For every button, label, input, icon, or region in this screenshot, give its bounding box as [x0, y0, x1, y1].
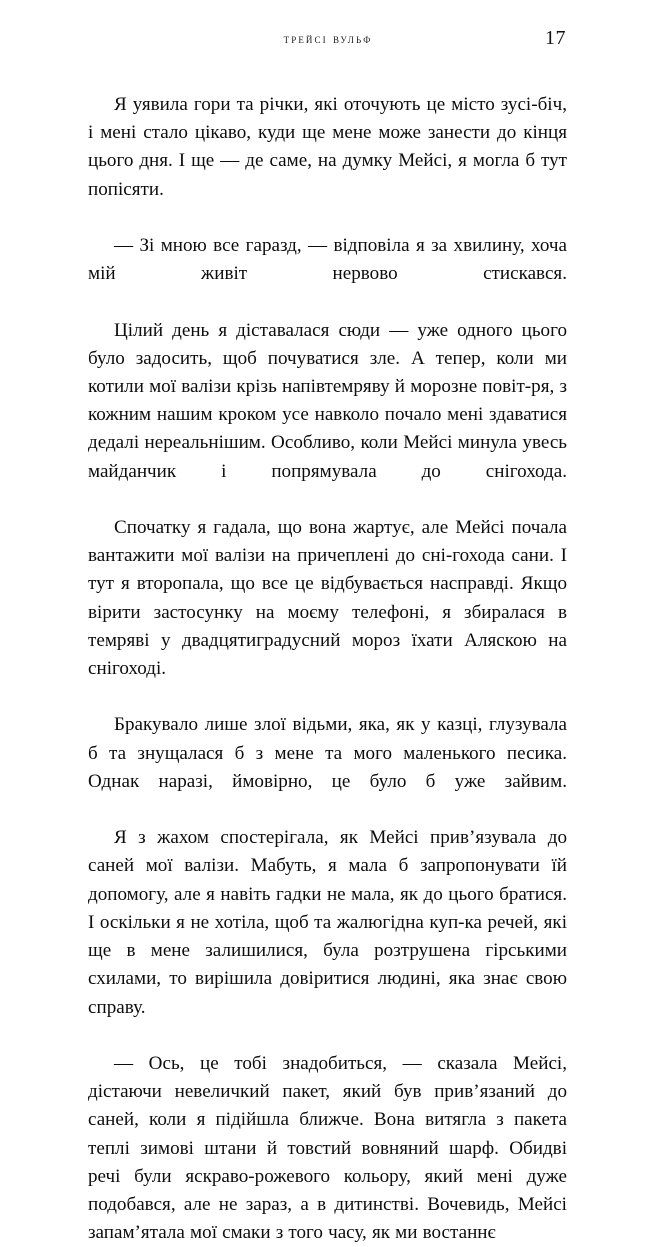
paragraph: Цілий день я діставалася сюди — уже одного цього було задосить, щоб почуватися зле. А тепер, коли ми котили мої валізи крізь напівтемряву й морозне повіт-ря, з кожним нашим кроком усе навколо почало мені здаватися дедалі нереальнішим. Особливо, коли Мейсі минула увесь майданчик і попрямувала до снігохода. [88, 319, 567, 482]
running-header [88, 27, 566, 52]
running-head-author: трейсі вульф [283, 32, 373, 46]
page-number: 17 [545, 27, 566, 49]
paragraph: — Ось, це тобі знадобиться, — сказала Мейсі, дістаючи невеличкий пакет, який був прив’язаний до саней, коли я підійшла ближче. Вона витягла з пакета теплі зимові штани й товстий вовняний шарф. Обидві речі були яскраво-рожевого кольору, який мені дуже подобався, але не зараз, а в дитинстві. Вочевидь, Мейсі запам’ятала мої смаки з того часу, як ми востаннє [88, 1052, 567, 1244]
paragraph: Спочатку я гадала, що вона жартує, але Мейсі почала вантажити мої валізи на причеплені до сні-гохода сани. І тут я второпала, що все це відбувається насправді. Якщо вірити застосунку на моєму телефоні, я збиралася в темряві у двадцятиградусний мороз їхати Аляскою на снігоході. [88, 517, 567, 680]
paragraph: — Зі мною все гаразд, — відповіла я за хвилину, хоча мій живіт нервово стискався. [88, 235, 567, 285]
body-text-block [88, 91, 567, 1247]
paragraph: Я з жахом спостерігала, як Мейсі прив’язувала до саней мої валізи. Мабуть, я мала б запропонувати їй допомогу, але я навіть гадки не мала, як до цього братися. І оскільки я не хотіла, щоб та жалюгідна куп-ка речей, які ще в мене залишилися, була розтрушена гірськими схилами, то вирішила довіритися людині, яка знає свою справу. [88, 827, 567, 1018]
paragraph: Я уявила гори та річки, які оточують це місто зусі-біч, і мені стало цікаво, куди ще мене може занести до кінця цього дня. І ще — де саме, на думку Мейсі, я могла б тут попісяти. [88, 94, 567, 200]
paragraph: Бракувало лише злої відьми, яка, як у казці, глузувала б та знущалася б з мене та мого маленького песика. Однак наразі, ймовірно, це було б уже зайвим. [88, 714, 567, 792]
